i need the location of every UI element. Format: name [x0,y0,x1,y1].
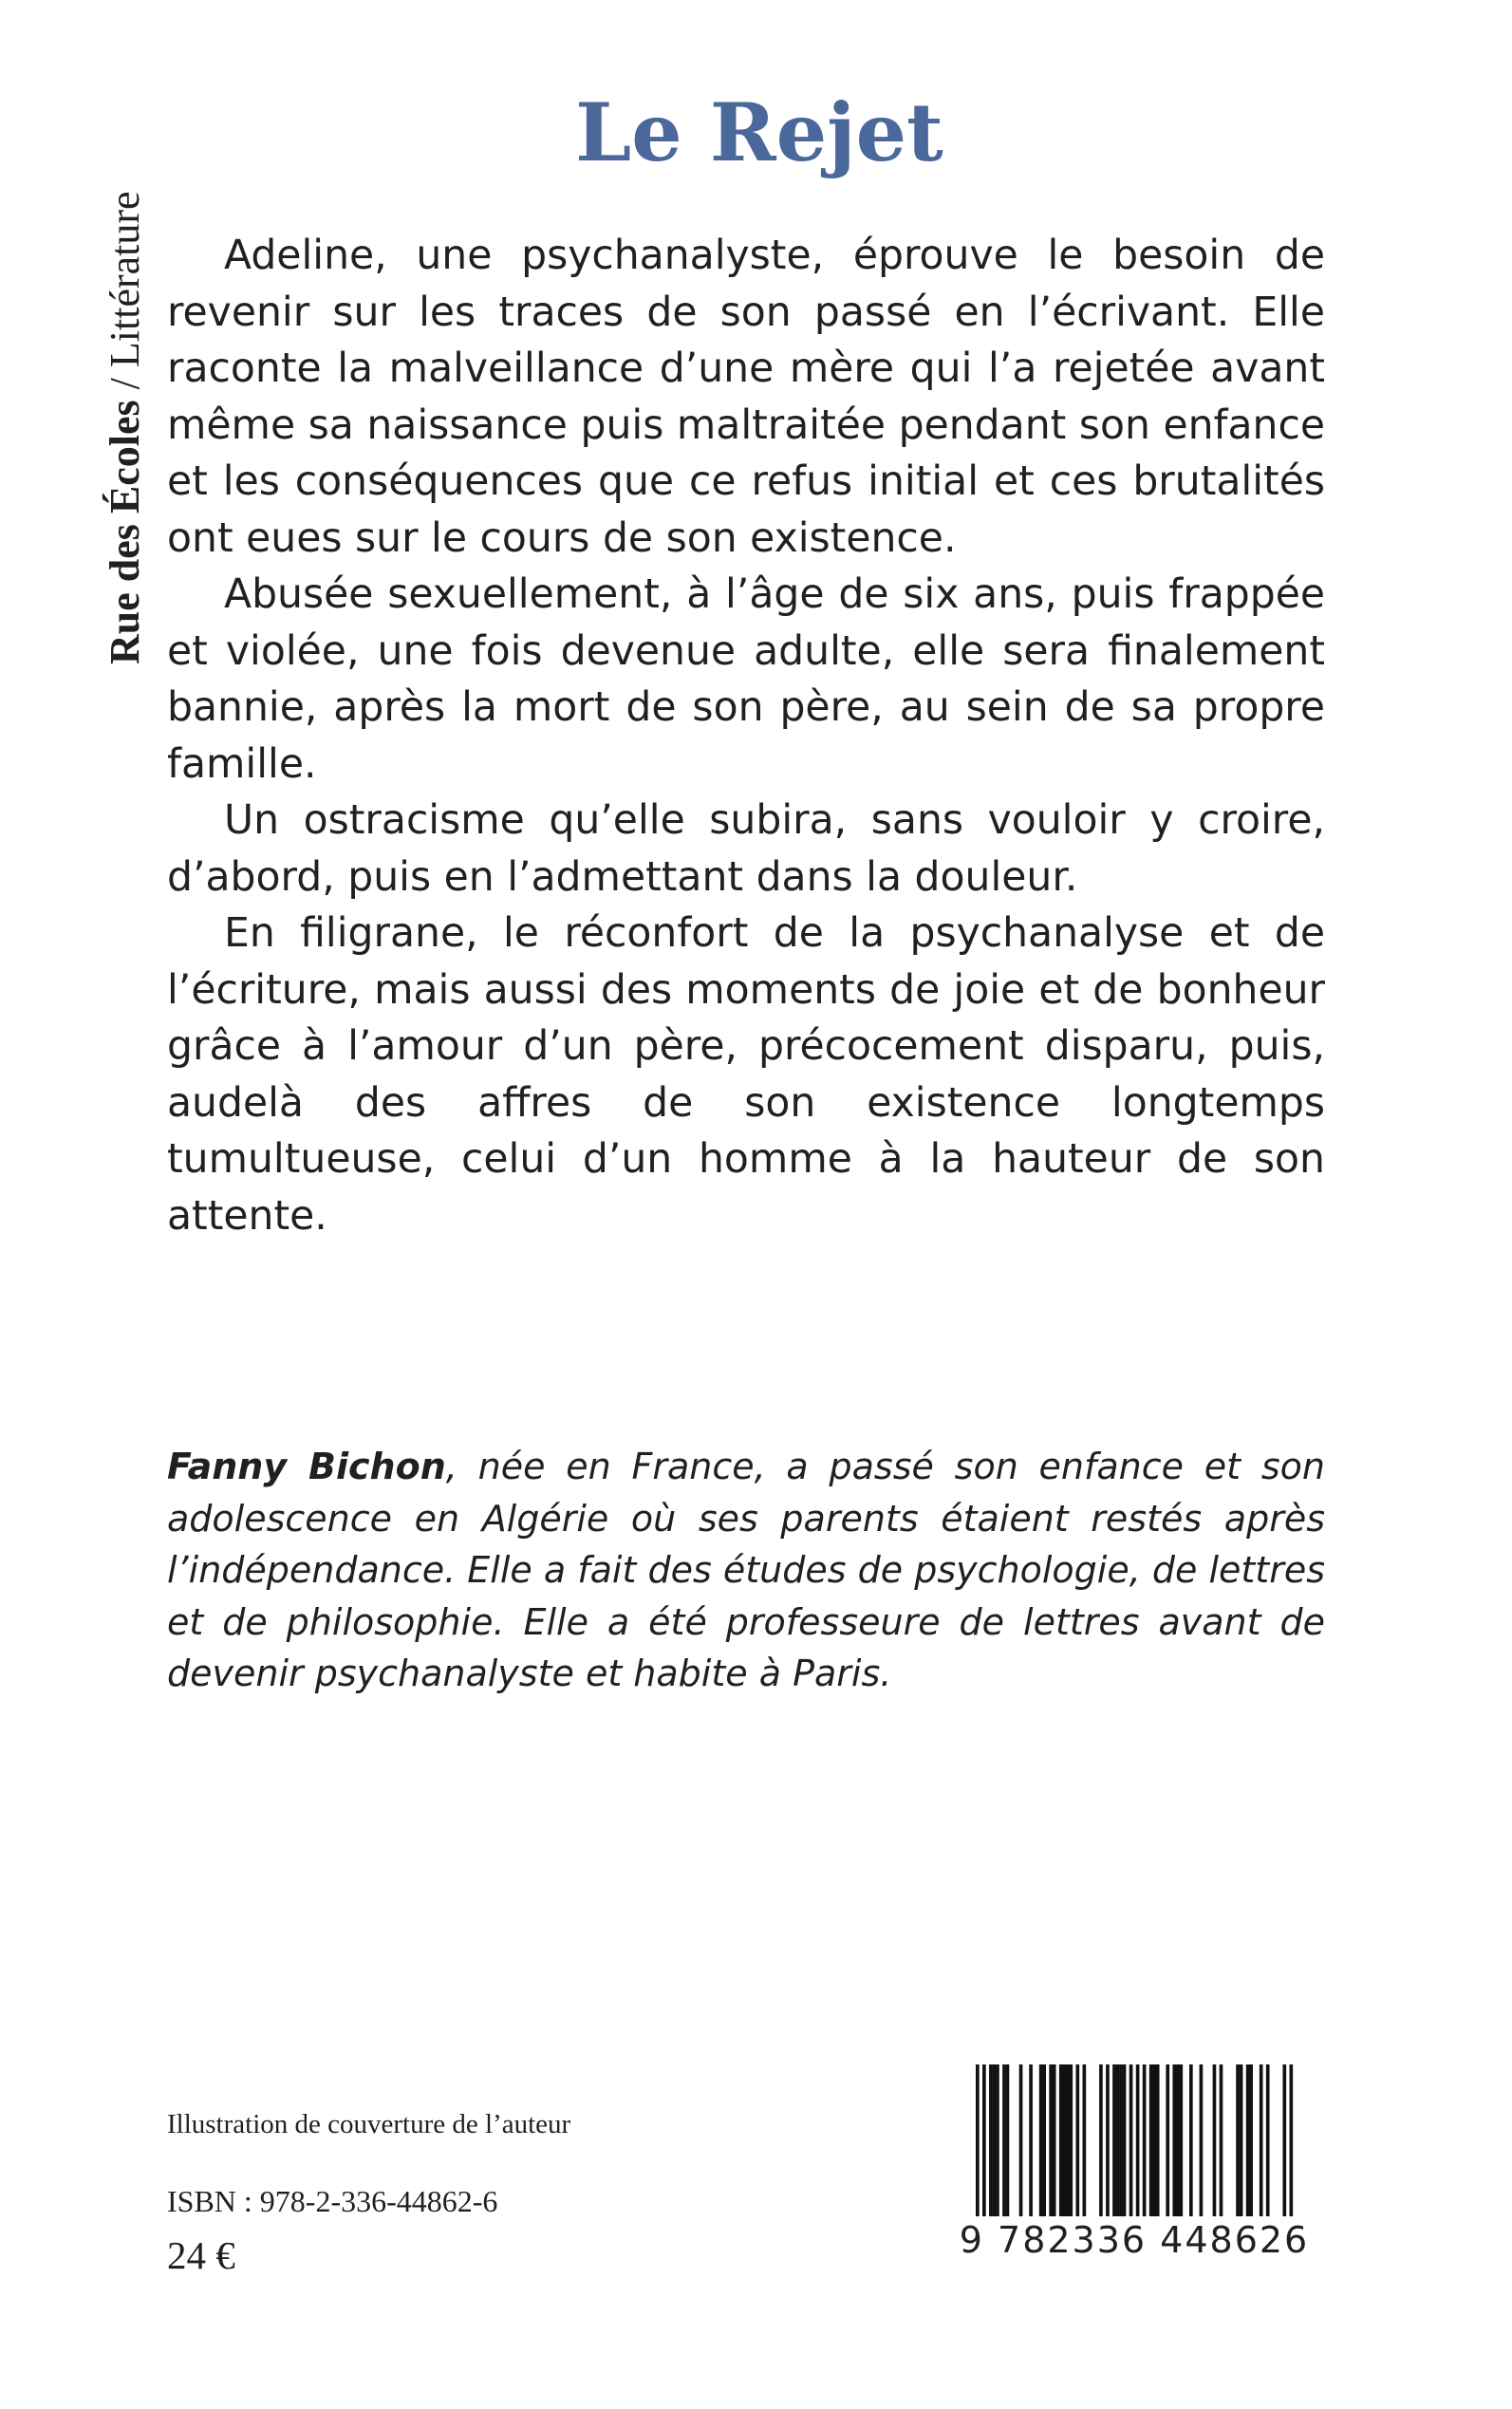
barcode-bar [1019,2064,1023,2226]
barcode-bar [996,2064,999,2226]
barcode-bar [1282,2064,1286,2226]
barcode-bar [1029,2064,1033,2226]
barcode-bar [1053,2064,1056,2226]
isbn: ISBN : 978-2-336-44862-6 [167,2184,498,2218]
barcode-bar [1156,2064,1160,2226]
barcode-bar [1066,2064,1070,2226]
barcode-bar [1289,2064,1293,2226]
barcode-bar [1172,2064,1176,2226]
barcode-bar [1112,2064,1116,2226]
barcode-bar [1200,2064,1204,2226]
spine-label [40,114,148,664]
barcode-bar [1069,2064,1073,2226]
barcode-bar [1123,2064,1127,2226]
barcode-bar [1042,2064,1046,2226]
author-bio-text: , née en France, a passé son enfance et son adolescence en Algérie où ses parents étaient restés après l’indépendance. Elle a fait des études de psychologie, de lettres et de philosophie. Elle a été professeure de lettres avant de devenir psychanalyste et habite à Paris. [167,1446,1325,1694]
summary-paragraph-4: En filigrane, le réconfort de la psychanalyse et de l’écriture, mais aussi des moments de joie et de bonheur grâce à l’amour d’un père, précocement disparu, puis, audelà des affres de son existence longtemps tumultueuse, celui d’un homme à la hauteur de son attente. [167,910,1325,1240]
barcode-bar [1152,2064,1156,2226]
barcode-bar [982,2064,986,2226]
barcode-bar [1083,2064,1087,2226]
illustration-credit: Illustration de couverture de l’auteur [167,2109,571,2139]
barcode-bar [1099,2064,1103,2226]
book-title: Le Rejet [575,85,943,179]
summary-paragraph-2: Abusée sexuellement, à l’âge de six ans, puis frappée et violée, une fois devenue adulte, elle sera finalement bannie, après la mort de son père, au sein de sa propre famille. [167,571,1325,788]
barcode-bar [1176,2064,1180,2226]
barcode-bar [1236,2064,1240,2226]
barcode-bar [1246,2064,1250,2226]
barcode-bar [1002,2064,1006,2226]
book-summary [167,228,1325,1244]
spine-separator: / [102,367,148,401]
barcode-bar [1220,2064,1223,2226]
barcode-bar [993,2064,997,2226]
collection-name: Rue des Écoles [102,400,148,664]
barcode-bar [1143,2064,1147,2226]
barcode-bar [1039,2064,1043,2226]
barcode-bar [1260,2064,1263,2226]
barcode-bar [989,2064,993,2226]
summary-paragraph-1: Adeline, une psychanalyste, éprouve le besoin de revenir sur les traces de son passé en l’écrivant. Elle raconte la malveillance d’une mère qui l’a rejetée avant même sa naissance puis maltraitée pendant son enfance et les conséquences que ce refus initial et ces brutalités ont eues sur le cours de son existence. [167,233,1325,562]
collection-category: Littérature [102,191,148,368]
barcode-bar [1249,2064,1253,2226]
barcode-bar [1136,2064,1140,2226]
barcode-bar [1062,2064,1066,2226]
barcode-bar [1049,2064,1053,2226]
barcode-bar [1240,2064,1243,2226]
barcode-bar [1213,2064,1217,2226]
spine-text [97,191,154,664]
barcode-bars [959,2064,1310,2226]
barcode-bar [1059,2064,1063,2226]
barcode-bar [1179,2064,1183,2226]
barcode-bar [1149,2064,1153,2226]
barcode-bar [976,2064,980,2226]
price: 24 € [167,2233,235,2277]
barcode-bar [1075,2064,1079,2226]
barcode-bar [1006,2064,1010,2226]
author-bio [167,1441,1325,1700]
summary-paragraph-3: Un ostracisme qu’elle subira, sans vouloir y croire, d’abord, puis en l’admettant dans la douleur. [167,797,1325,901]
barcode-bar [1129,2064,1133,2226]
author-name: Fanny Bichon [167,1446,446,1487]
barcode-bar [1189,2064,1193,2226]
barcode-bar [1106,2064,1110,2226]
barcode [959,2064,1310,2273]
barcode-bar [1119,2064,1123,2226]
barcode-bar [1166,2064,1169,2226]
barcode-bar [1266,2064,1270,2226]
barcode-digits: 9 782336 448626 [959,2216,1310,2264]
barcode-bar [1116,2064,1120,2226]
